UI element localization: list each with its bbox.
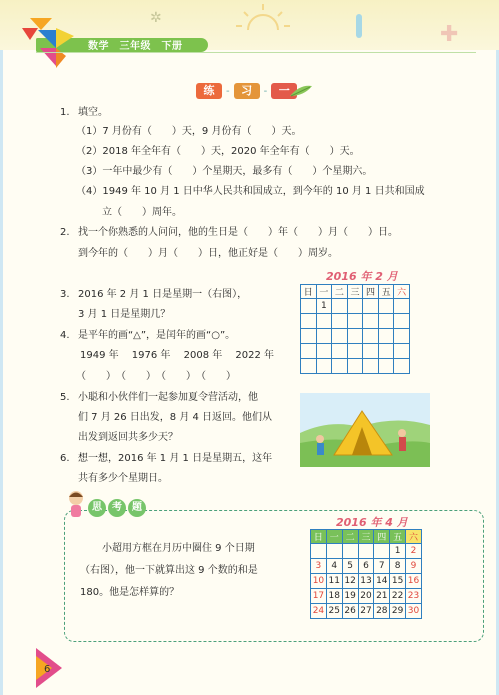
- weekday-header: 三: [358, 530, 374, 544]
- q1-prompt: 填空。: [78, 107, 108, 118]
- plus-icon: ✚: [440, 22, 459, 47]
- day-cell: [316, 359, 332, 374]
- day-cell: 12: [342, 574, 358, 589]
- day-cell: [332, 314, 348, 329]
- label-char: 思: [88, 499, 106, 517]
- q5-line2: 们 7 月 26 日出发，8 月 4 日返回。他们从: [78, 412, 273, 423]
- calendar-row: [311, 544, 422, 559]
- day-cell: 19: [342, 589, 358, 604]
- day-cell: [301, 344, 317, 359]
- label-char: 题: [128, 499, 146, 517]
- day-cell: [378, 314, 394, 329]
- weekday-header: 一: [326, 530, 342, 544]
- calendar-row: [311, 574, 422, 589]
- q6-number: 6.: [60, 453, 70, 464]
- day-cell: 17: [311, 589, 327, 604]
- day-cell: [311, 544, 327, 559]
- weekday-header: 日: [311, 530, 327, 544]
- day-cell: [394, 359, 410, 374]
- day-cell: 8: [390, 559, 406, 574]
- day-cell: [332, 359, 348, 374]
- calendar-row: [301, 329, 410, 344]
- weekday-header: 日: [301, 285, 317, 299]
- day-cell: 16: [406, 574, 422, 589]
- day-cell: [347, 359, 363, 374]
- q2-line2: 到今年的（ ）月（ ）日，他正好是（ ）周岁。: [78, 248, 338, 259]
- camping-illustration: [300, 393, 430, 467]
- day-cell: 30: [406, 604, 422, 619]
- day-cell: [394, 329, 410, 344]
- title-char: 一: [271, 83, 297, 99]
- day-cell: 10: [311, 574, 327, 589]
- page-number: 6: [44, 664, 51, 675]
- apr-calendar: [310, 529, 422, 619]
- day-cell: [316, 314, 332, 329]
- tangram-logo-icon: [22, 14, 84, 72]
- weekday-header: 四: [363, 285, 379, 299]
- label-char: 考: [108, 499, 126, 517]
- q4-number: 4.: [60, 330, 70, 341]
- day-cell: 13: [358, 574, 374, 589]
- day-cell: [363, 344, 379, 359]
- calendar-header-row: [301, 285, 410, 299]
- q5-number: 5.: [60, 392, 70, 403]
- calendar-row: [301, 314, 410, 329]
- exclamation-icon: [356, 14, 362, 38]
- book-title: 数学 三年级 下册: [88, 41, 183, 52]
- feb-calendar-title: 2016 年 2 月: [326, 270, 398, 283]
- title-dash: -: [263, 85, 268, 97]
- q4-answer-brackets: （ ） （ ） （ ） （ ）: [76, 371, 236, 382]
- day-cell: 22: [390, 589, 406, 604]
- day-cell: [394, 314, 410, 329]
- think-line2: （右图），他一下就算出这 9 个数的和是: [80, 565, 258, 576]
- weekday-header: 五: [390, 530, 406, 544]
- day-cell: 28: [374, 604, 390, 619]
- q1-line4: （4）1949 年 10 月 1 日中华人民共和国成立，到今年的 10 月 1 日共和国成: [76, 186, 425, 197]
- day-cell: 29: [390, 604, 406, 619]
- day-cell: 23: [406, 589, 422, 604]
- q5-line1: 小聪和小伙伴们一起参加夏令营活动，他: [78, 392, 258, 403]
- title-dash: -: [226, 85, 230, 97]
- day-cell: 5: [342, 559, 358, 574]
- day-cell: 14: [374, 574, 390, 589]
- day-cell: [347, 329, 363, 344]
- sparkle-icon: ✲: [150, 10, 162, 26]
- calendar-row: [311, 604, 422, 619]
- day-cell: 20: [358, 589, 374, 604]
- day-cell: 4: [326, 559, 342, 574]
- calendar-row: [301, 299, 410, 314]
- q6-line1: 想一想，2016 年 1 月 1 日是星期五，这年: [78, 453, 273, 464]
- weekday-header: 六: [394, 285, 410, 299]
- think-line1: 小超用方框在月历中圈住 9 个日期: [102, 543, 255, 554]
- day-cell: 26: [342, 604, 358, 619]
- think-line3: 180。他是怎样算的？: [80, 587, 180, 598]
- day-cell: [363, 314, 379, 329]
- q6-line2: 共有多少个星期日。: [78, 473, 168, 484]
- q1-number: 1.: [60, 107, 70, 118]
- title-char: 习: [234, 83, 260, 99]
- calendar-header-row: [311, 530, 422, 544]
- weekday-header: 六: [406, 530, 422, 544]
- day-cell: 6: [358, 559, 374, 574]
- day-cell: 18: [326, 589, 342, 604]
- day-cell: [301, 299, 317, 314]
- q1-line4-cont: 立（ ）周年。: [102, 207, 182, 218]
- day-cell: [332, 299, 348, 314]
- thinking-problem-label: [88, 499, 146, 517]
- weekday-header: 四: [374, 530, 390, 544]
- day-cell: 11: [326, 574, 342, 589]
- day-cell: [326, 544, 342, 559]
- day-cell: [301, 329, 317, 344]
- q3-line1: 2016 年 2 月 1 日是星期一（右图），: [78, 289, 248, 300]
- day-cell: 3: [311, 559, 327, 574]
- day-cell: 2: [406, 544, 422, 559]
- sun-icon: [232, 2, 294, 32]
- day-cell: 15: [390, 574, 406, 589]
- day-cell: [374, 544, 390, 559]
- day-cell: [378, 344, 394, 359]
- day-cell: [363, 299, 379, 314]
- day-cell: [342, 544, 358, 559]
- weekday-header: 二: [332, 285, 348, 299]
- day-cell: [363, 329, 379, 344]
- day-cell: [394, 299, 410, 314]
- calendar-row: [311, 589, 422, 604]
- q1-line3: （3）一年中最少有（ ）个星期天，最多有（ ）个星期六。: [76, 166, 373, 177]
- title-char: 练: [196, 83, 222, 99]
- q4-line1: 是平年的画“△”，是闰年的画“○”。: [78, 330, 236, 341]
- q4-years: 1949 年 1976 年 2008 年 2022 年: [80, 350, 275, 361]
- day-cell: 1: [316, 299, 332, 314]
- day-cell: [347, 314, 363, 329]
- day-cell: [347, 344, 363, 359]
- header-divider: [36, 52, 476, 53]
- day-cell: 1: [390, 544, 406, 559]
- day-cell: [316, 329, 332, 344]
- day-cell: 24: [311, 604, 327, 619]
- day-cell: 9: [406, 559, 422, 574]
- day-cell: [316, 344, 332, 359]
- day-cell: 25: [326, 604, 342, 619]
- day-cell: [301, 359, 317, 374]
- day-cell: [332, 344, 348, 359]
- calendar-row: [301, 344, 410, 359]
- apr-calendar-title: 2016 年 4 月: [336, 516, 408, 529]
- day-cell: [378, 329, 394, 344]
- day-cell: [378, 299, 394, 314]
- q1-line2: （2）2018 年全年有（ ）天，2020 年全年有（ ）天。: [76, 146, 360, 157]
- q5-line3: 出发到返回共多少天？: [78, 432, 178, 443]
- day-cell: 27: [358, 604, 374, 619]
- weekday-header: 二: [342, 530, 358, 544]
- q2-number: 2.: [60, 227, 70, 238]
- day-cell: [358, 544, 374, 559]
- weekday-header: 五: [378, 285, 394, 299]
- day-cell: [347, 299, 363, 314]
- feb-calendar: [300, 284, 410, 374]
- q1-line1: （1）7 月份有（ ）天，9 月份有（ ）天。: [76, 126, 302, 137]
- leaf-icon: [288, 82, 314, 98]
- page-border-left: [0, 0, 3, 695]
- day-cell: [378, 359, 394, 374]
- q2-line1: 找一个你熟悉的人问问，他的生日是（ ）年（ ）月（ ）日。: [78, 227, 398, 238]
- girl-mascot-icon: [64, 488, 88, 518]
- day-cell: [301, 314, 317, 329]
- day-cell: [363, 359, 379, 374]
- day-cell: [332, 329, 348, 344]
- day-cell: 7: [374, 559, 390, 574]
- day-cell: 21: [374, 589, 390, 604]
- exercise-title: [196, 82, 297, 100]
- calendar-row: [311, 559, 422, 574]
- q3-line2: 3 月 1 日是星期几？: [78, 309, 171, 320]
- calendar-row: [301, 359, 410, 374]
- weekday-header: 三: [347, 285, 363, 299]
- weekday-header: 一: [316, 285, 332, 299]
- q3-number: 3.: [60, 289, 70, 300]
- day-cell: [394, 344, 410, 359]
